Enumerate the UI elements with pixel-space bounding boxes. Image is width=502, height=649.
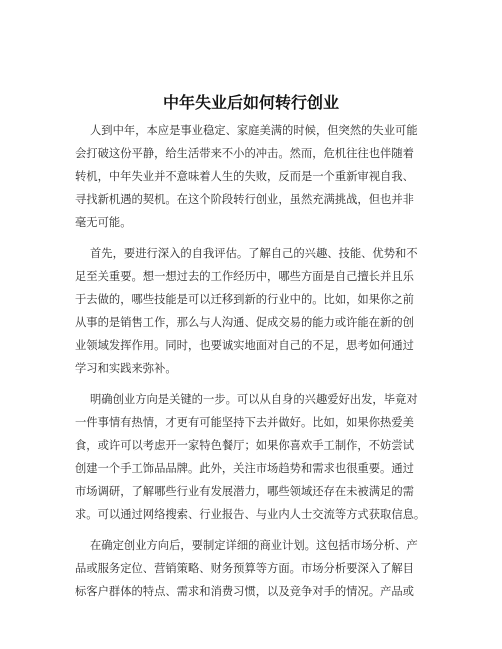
paragraph-2-line-2: 足至关重要。想一想过去的工作经历中，哪些方面是自己擅长并且乐 — [75, 270, 414, 283]
paragraph-2-line-6: 学习和实践来弥补。 — [75, 362, 177, 375]
paragraph-1-line-5: 毫无可能。 — [75, 216, 132, 229]
paragraph-3-line-3: 食，或许可以考虑开一家特色餐厅；如果你喜欢手工制作，不妨尝试 — [75, 439, 414, 452]
paragraph-1-line-4: 寻找新机遇的契机。在这个阶段转行创业，虽然充满挑战，但也并非 — [75, 193, 414, 206]
paragraph-1-line-2: 会打破这份平静，给生活带来不小的冲击。然而，危机往往也伴随着 — [75, 147, 414, 160]
paragraph-2-line-3: 于去做的，哪些技能是可以迁移到新的行业中的。比如，如果你之前 — [75, 293, 414, 306]
document-title: 中年失业后如何转行创业 — [162, 93, 339, 112]
paragraph-2-line-4: 从事的是销售工作，那么与人沟通、促成交易的能力或许能在新的创 — [75, 316, 414, 329]
paragraph-3-line-5: 市场调研，了解哪些行业有发展潜力，哪些领域还存在未被满足的需 — [75, 485, 414, 498]
paragraph-1-line-3: 转机，中年失业并不意味着人生的失败，反而是一个重新审视自我、 — [75, 170, 414, 183]
paragraph-4-line-3: 标客户群体的特点、需求和消费习惯，以及竞争对手的情况。产品或 — [75, 585, 414, 598]
paragraph-3-line-6: 求。可以通过网络搜索、行业报告、与业内人士交流等方式获取信息。 — [75, 508, 426, 521]
paragraph-3-line-1: 明确创业方向是关键的一步。可以从自身的兴趣爱好出发，毕竟对 — [90, 393, 418, 406]
paragraph-1-line-1: 人到中年，本应是事业稳定、家庭美满的时候，但突然的失业可能 — [90, 124, 418, 137]
paragraph-4-line-2: 品或服务定位、营销策略、财务预算等方面。市场分析要深入了解目 — [75, 562, 414, 575]
paragraph-3-line-4: 创建一个手工饰品品牌。此外，关注市场趋势和需求也很重要。通过 — [75, 462, 414, 475]
paragraph-4-line-1: 在确定创业方向后，要制定详细的商业计划。这包括市场分析、产 — [90, 539, 418, 552]
paragraph-2-line-5: 业领域发挥作用。同时，也要诚实地面对自己的不足，思考如何通过 — [75, 339, 414, 352]
paragraph-3-line-2: 一件事情有热情，才更有可能坚持下去并做好。比如，如果你热爱美 — [75, 416, 414, 429]
paragraph-2-line-1: 首先，要进行深入的自我评估。了解自己的兴趣、技能、优势和不 — [90, 247, 418, 260]
